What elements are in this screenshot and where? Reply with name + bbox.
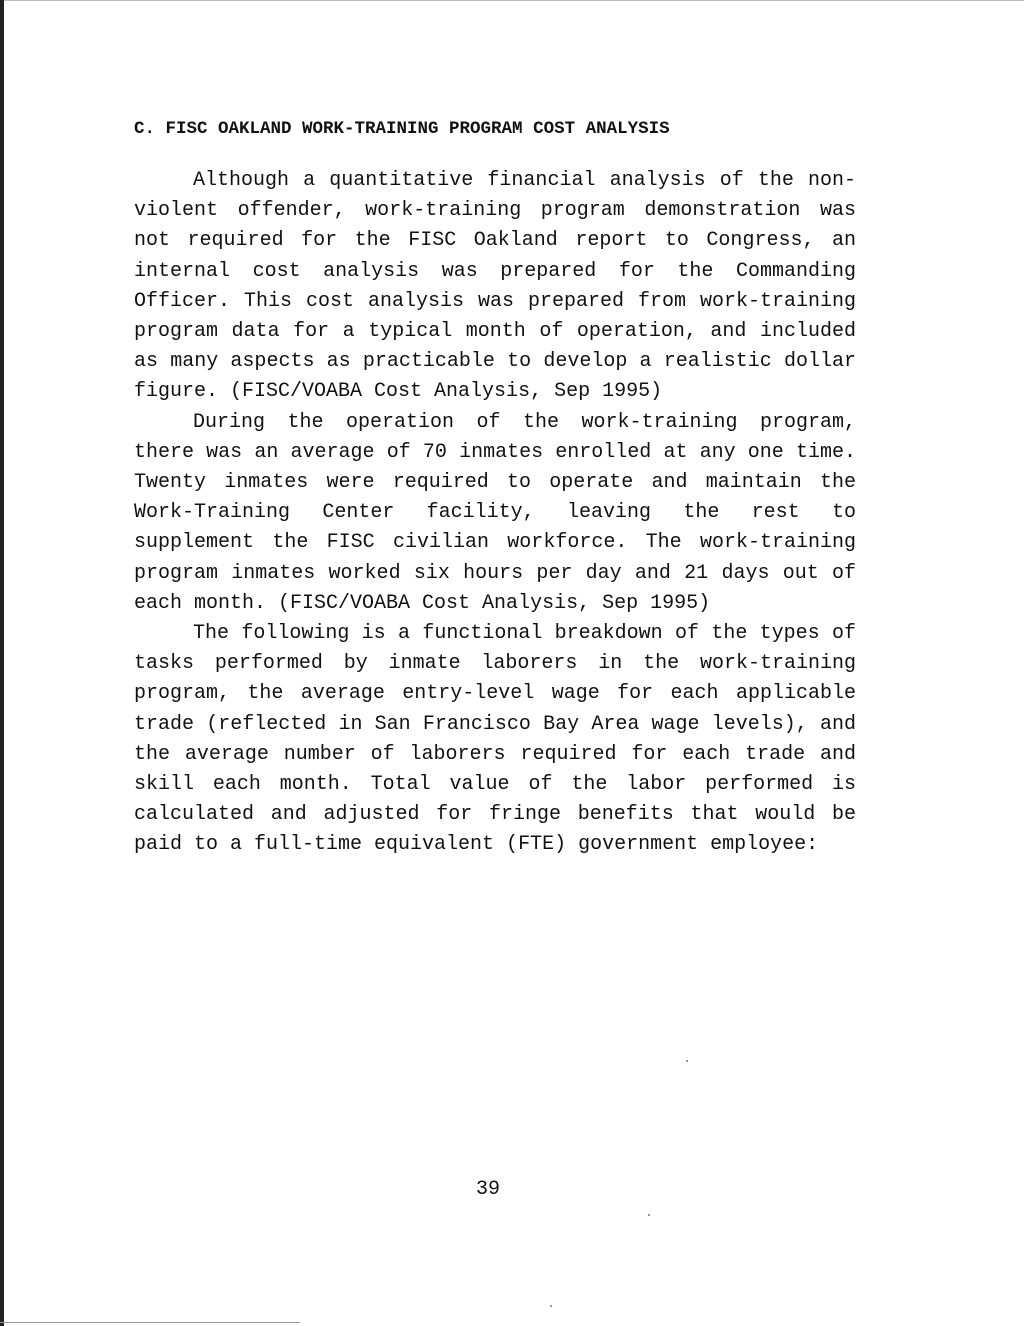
paragraph-program-operation: During the operation of the work-training program, there was an average of 70 inmates enrolled at any one time. Twenty inmates were required to operate and maintain the Work-Training Center facility, leaving the rest to supplement the FISC civilian workforce. The work-training program inmates worked six hours per day and 21 days out of each month. (FISC/VOABA Cost Analysis, Sep 1995) xyxy=(134,410,856,615)
page-number: 39 xyxy=(475,1178,500,1201)
scan-speck xyxy=(686,1060,688,1062)
scan-speck xyxy=(648,1214,650,1216)
body-text xyxy=(134,166,856,861)
scan-edge-top xyxy=(0,0,1024,1)
section-heading: C. FISC OAKLAND WORK-TRAINING PROGRAM COST ANALYSIS xyxy=(134,119,670,139)
paragraph-cost-analysis-intro: Although a quantitative financial analysis of the non-violent offender, work-training program demonstration was not required for the FISC Oakland report to Congress, an internal cost analysis was prepared for the Commanding Officer. This cost analysis was prepared from work-training program data for a typical month of operation, and included as many aspects as practicable to develop a realistic dollar figure. (FISC/VOABA Cost Analysis, Sep 1995) xyxy=(134,169,856,404)
scan-speck xyxy=(550,1305,552,1307)
scan-edge-left xyxy=(0,0,4,1326)
paragraph-functional-breakdown: The following is a functional breakdown of the types of tasks performed by inmate laborers in the work-training program, the average entry-level wage for each applicable trade (reflected in San Francisco Bay Area wage levels), and the average number of laborers required for each trade and skill each month. Total value of the labor performed is calculated and adjusted for fringe benefits that would be paid to a full-time equivalent (FTE) government employee: xyxy=(134,622,856,857)
scan-edge-bottom xyxy=(0,1322,300,1323)
